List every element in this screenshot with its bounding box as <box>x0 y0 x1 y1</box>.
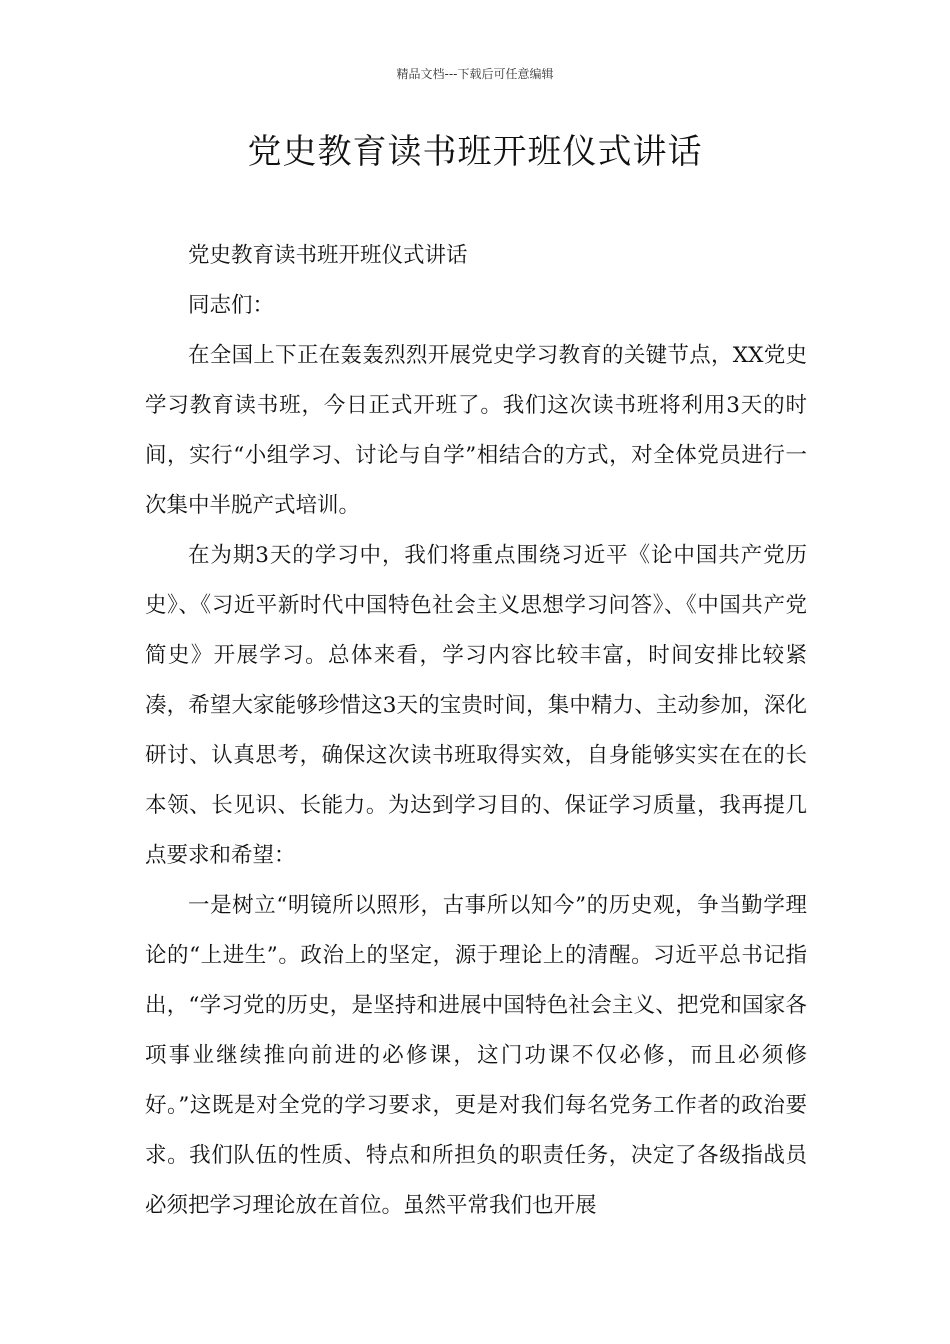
paragraph-intro: 在全国上下正在轰轰烈烈开展党史学习教育的关键节点，XX党史学习教育读书班，今日正式开班了。我们这次读书班将利用3天的时间，实行“小组学习、讨论与自学”相结合的方式，对全体党员进行一次集中半脱产式培训。 <box>145 343 807 518</box>
paragraph-requirement-one: 一是树立“明镜所以照形，古事所以知今”的历史观，争当勤学理论的“上进生”。政治上的坚定，源于理论上的清醒。习近平总书记指出，“学习党的历史，是坚持和进展中国特色社会主义、把党和国家各项事业继续推向前进的必修课，这门功课不仅必修，而且必须修好。”这既是对全党的学习要求，更是对我们每名党务工作者的政治要求。我们队伍的性质、特点和所担负的职责任务，决定了各级指战员必须把学习理论放在首位。虽然平常我们也开展 <box>145 893 807 1218</box>
paragraph-study-content: 在为期3天的学习中，我们将重点围绕习近平《论中国共产党历史》、《习近平新时代中国特色社会主义思想学习问答》、《中国共产党简史》开展学习。总体来看，学习内容比较丰富，时间安排比较紧凑，希望大家能够珍惜这3天的宝贵时间，集中精力、主动参加，深化研讨、认真思考，确保这次读书班取得实效，自身能够实实在在的长本领、长见识、长能力。为达到学习目的、保证学习质量，我再提几点要求和希望： <box>145 543 807 868</box>
paragraph-salutation: 同志们： <box>188 293 275 318</box>
paragraph-subtitle: 党史教育读书班开班仪式讲话 <box>188 243 468 268</box>
document-body <box>145 231 807 1231</box>
page-header: 精品文档---下载后可任意编辑 <box>396 67 554 81</box>
document-title: 党史教育读书班开班仪式讲话 <box>247 132 703 172</box>
